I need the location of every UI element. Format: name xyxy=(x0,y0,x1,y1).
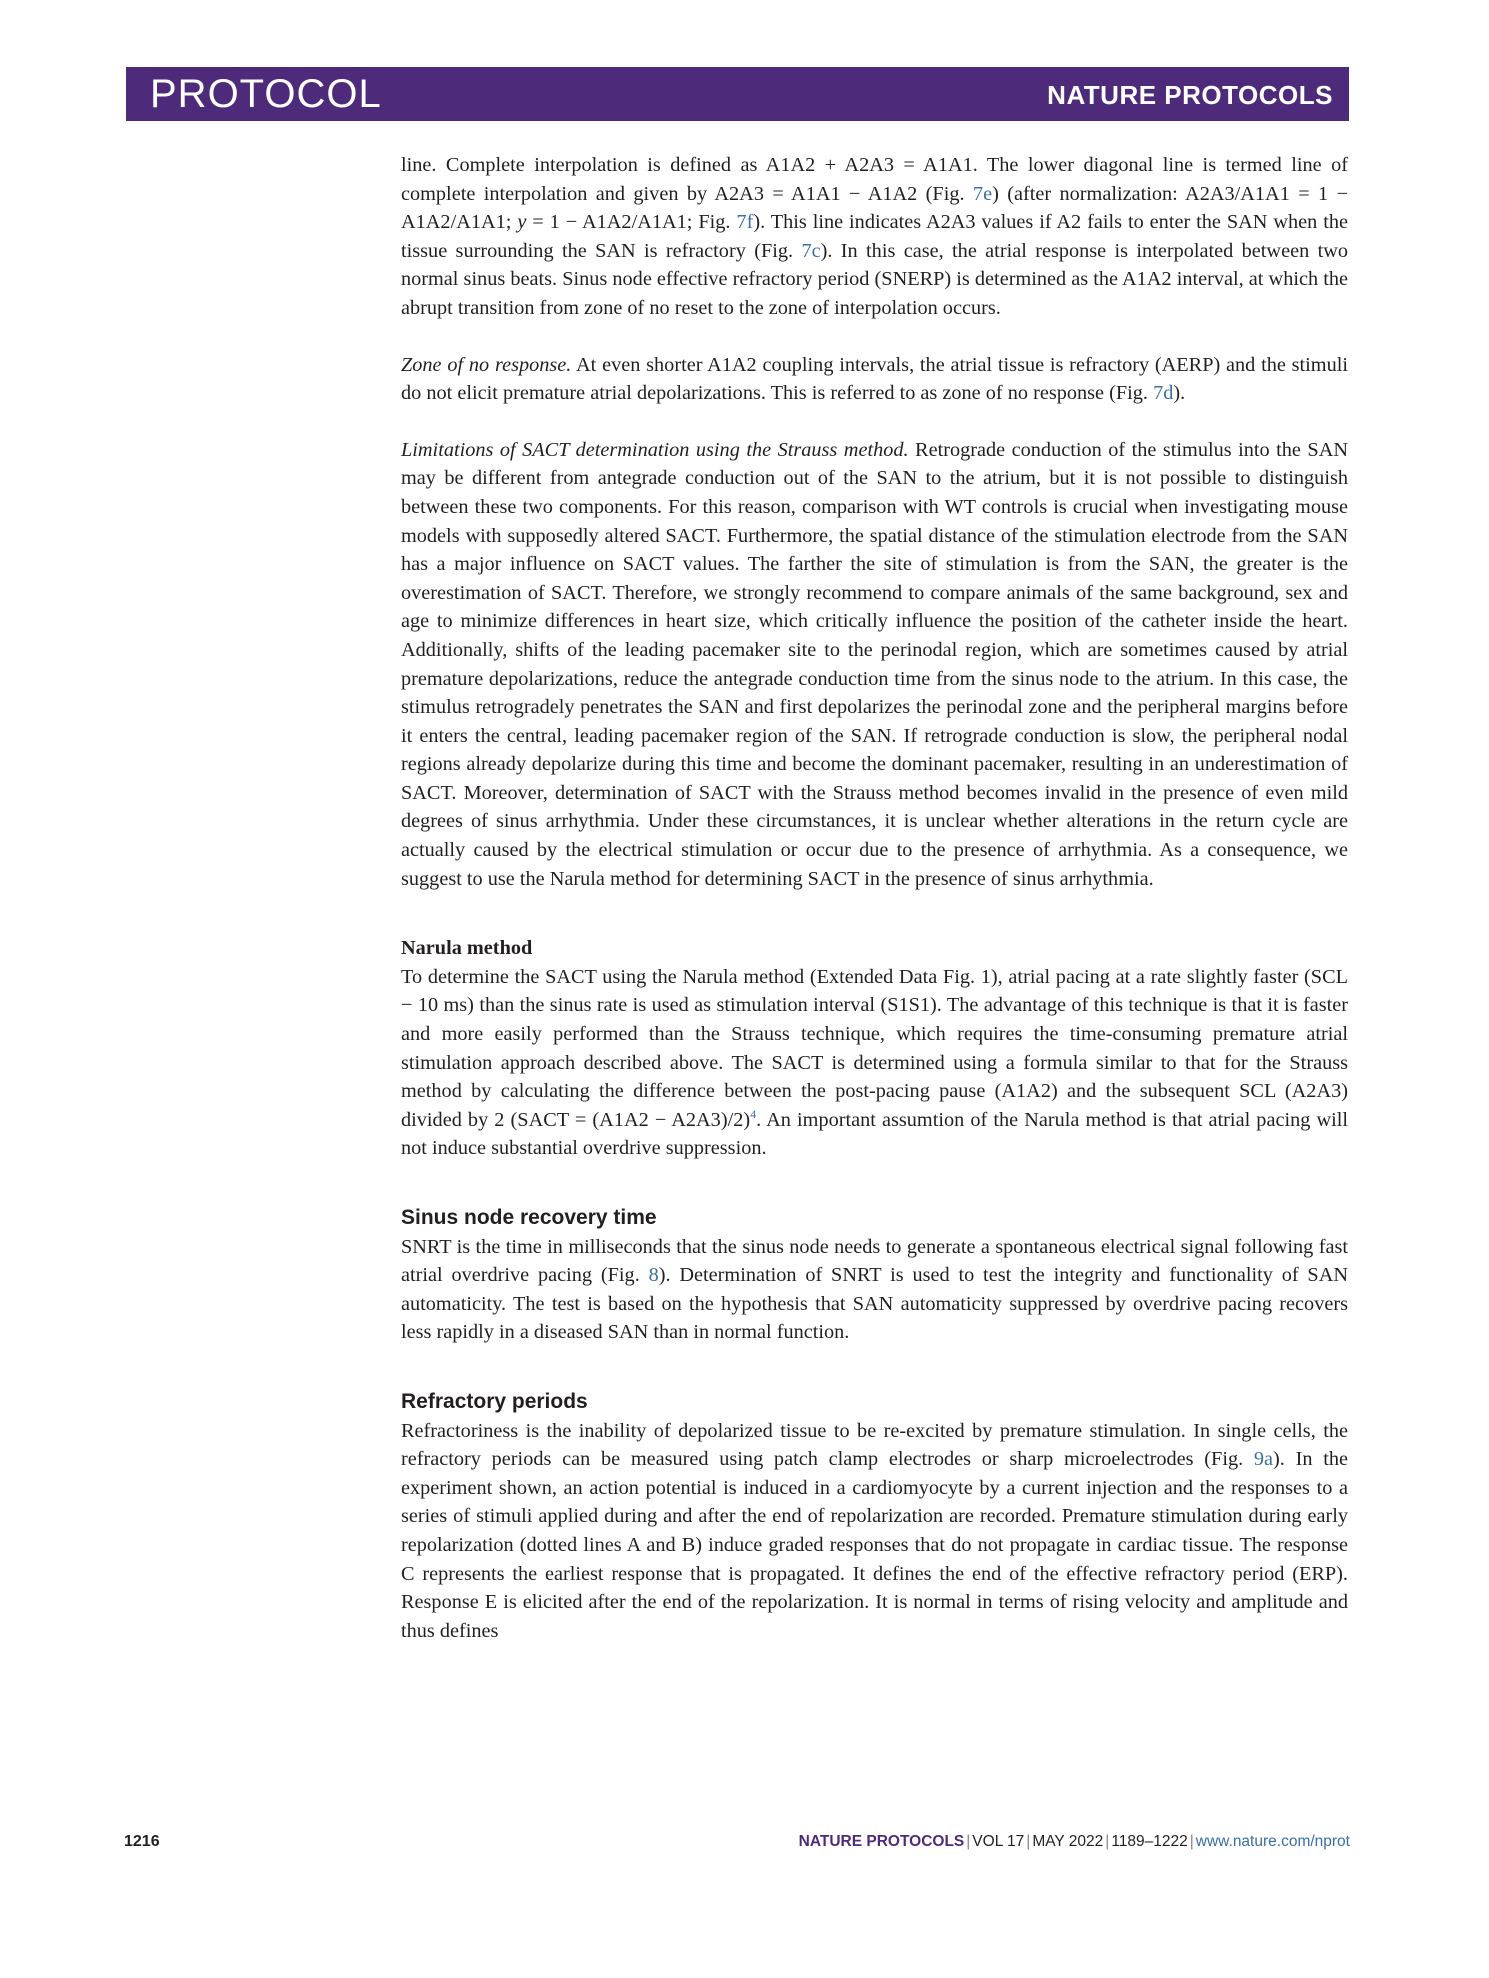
paragraph-narula xyxy=(401,963,1348,1163)
paragraph-refractory xyxy=(401,1417,1348,1646)
run-in-title: Zone of no response. xyxy=(401,353,572,376)
text: = 1 − A1A2/A1A1; Fig. xyxy=(526,211,737,234)
text: ) (after normalization: A2A3/A1A1 = 1 − A1A2/A1A1; xyxy=(401,182,1349,234)
text: At even shorter A1A2 coupling intervals, the atrial tissue is refractory (AERP) and the stimuli do not elicit premature atrial depolarizations. This is referred to as zone of no response (Fig. xyxy=(401,353,1348,405)
text: ). Determination of SNRT is used to test the integrity and functionality of SAN automaticity. The test is based on the hypothesis that SAN automaticity suppressed by overdrive pacing recovers less rapidly in a diseased SAN than in normal function. xyxy=(401,1264,1349,1344)
run-in-title: Limitations of SACT determination using the Strauss method. xyxy=(401,438,909,461)
separator: | xyxy=(1189,1833,1194,1850)
footer-journal: NATURE PROTOCOLS xyxy=(798,1833,965,1850)
figure-link-7f[interactable]: 7f xyxy=(736,211,754,234)
page-number: 1216 xyxy=(124,1833,160,1850)
text: line. Complete interpolation is defined as A1A2 + A2A3 = A1A1. The lower diagonal line is termed line of complete interpolation and given by A2A3 = A1A1 − A1A2 (Fig. xyxy=(401,154,1348,205)
journal-name: NATURE PROTOCOLS xyxy=(1047,80,1333,110)
figure-link-7c[interactable]: 7c xyxy=(801,239,821,262)
paragraph-snrt xyxy=(401,1233,1348,1347)
article-body xyxy=(401,151,1348,1645)
paragraph-zone-no-response xyxy=(401,351,1348,408)
paragraph-limitations xyxy=(401,436,1348,894)
text: ). In the experiment shown, an action potential is induced in a cardiomyocyte by a current injection and the responses to a series of stimuli applied during and after the end of repolarization are recorded. Premature stimulation during early repolarization (dotted lines A and B) induce graded responses that do not propagate in cardiac tissue. The response C represents the earliest response that is propagated. It defines the end of the effective refractory period (ERP). Response E is elicited after the end of the repolarization. It is normal in terms of rising velocity and amplitude and thus defines xyxy=(401,1448,1348,1642)
section-heading-refractory: Refractory periods xyxy=(401,1389,588,1413)
header-banner xyxy=(126,67,1349,121)
footer-date: MAY 2022 xyxy=(1032,1833,1104,1850)
figure-link-7d[interactable]: 7d xyxy=(1153,382,1174,405)
separator: | xyxy=(1105,1833,1110,1850)
footer-pages: 1189–1222 xyxy=(1111,1833,1188,1850)
text: ). In this case, the atrial response is interpolated between two normal sinus beats. Sinus node effective refractory period (SNERP) is determined as the A1A2 interval, at which the abrupt transition from zone of no reset to the zone of interpolation occurs. xyxy=(401,239,1348,319)
footer-citation xyxy=(799,1833,1350,1851)
text: ). xyxy=(1173,382,1186,405)
text: ). This line indicates A2A3 values if A2 fails to enter the SAN when the tissue surrounding the SAN is refractory (Fig. xyxy=(401,211,1348,262)
variable-y: y xyxy=(517,211,527,234)
footer-url-link[interactable]: www.nature.com/nprot xyxy=(1195,1833,1350,1850)
reference-link[interactable]: 4 xyxy=(750,1107,757,1122)
text: . An important assumtion of the Narula method is that atrial pacing will not induce substantial overdrive suppression. xyxy=(401,1108,1349,1160)
text: Retrograde conduction of the stimulus into the SAN may be different from antegrade conduction out of the SAN to the atrium, but it is not possible to distinguish between these two components. For this reason, comparison with WT controls is crucial when investigating mouse models with supposedly altered SACT. Furthermore, the spatial distance of the stimulation electrode from the SAN has a major influence on SACT values. The farther the site of stimulation is from the SAN, the greater is the overestimation of SACT. Therefore, we strongly recommend to compare animals of the same background, sex and age to minimize differences in heart size, which critically influence the position of the catheter inside the heart. Additionally, shifts of the leading pacemaker site to the perinodal region, which are sometimes caused by atrial premature depolarizations, reduce the antegrade conduction time from the sinus node to the atrium. In this case, the stimulus retrogradely penetrates the SAN and first depolarizes the perinodal zone and the peripheral margins before it enters the central, leading pacemaker region of the SAN. If retrograde conduction is slow, the peripheral nodal regions already depolarize during this time and become the dominant pacemaker, resulting in an underestimation of SACT. Moreover, determination of SACT with the Strauss method becomes invalid in the presence of even mild degrees of sinus arrhythmia. Under these circumstances, it is unclear whether alterations in the return cycle are actually caused by the electrical stimulation or occur due to the presence of arrhythmia. As a consequence, we suggest to use the Narula method for determining SACT in the presence of sinus arrhythmia. xyxy=(401,438,1348,890)
text: To determine the SACT using the Narula method (Extended Data Fig. 1), atrial pacing at a rate slightly faster (SCL − 10 ms) than the sinus rate is used as stimulation interval (S1S1). The advantage of this technique is that it is faster and more easily performed than the Strauss technique, which requires the time-consuming premature atrial stimulation approach described above. The SACT is determined using a formula similar to that for the Strauss method by calculating the difference between the post-pacing pause (A1A2) and the subsequent SCL (A2A3) divided by 2 (SACT = (A1A2 − A2A3)/2) xyxy=(401,965,1348,1131)
section-heading-narula: Narula method xyxy=(401,937,533,960)
figure-link-7e[interactable]: 7e xyxy=(972,182,993,205)
paragraph-interpolation xyxy=(401,151,1348,323)
figure-link-9a[interactable]: 9a xyxy=(1253,1448,1274,1471)
figure-link-8[interactable]: 8 xyxy=(648,1264,659,1287)
separator: | xyxy=(1026,1833,1031,1850)
separator: | xyxy=(966,1833,971,1850)
footer-volume: VOL 17 xyxy=(972,1833,1025,1850)
section-label: PROTOCOL xyxy=(150,72,382,116)
text: SNRT is the time in milliseconds that the sinus node needs to generate a spontaneous electrical signal following fast atrial overdrive pacing (Fig. xyxy=(401,1235,1348,1287)
section-heading-snrt: Sinus node recovery time xyxy=(401,1206,657,1229)
text: Refractoriness is the inability of depolarized tissue to be re-excited by premature stimulation. In single cells, the refractory periods can be measured using patch clamp electrodes or sharp microelectrodes (Fig. xyxy=(401,1419,1348,1471)
